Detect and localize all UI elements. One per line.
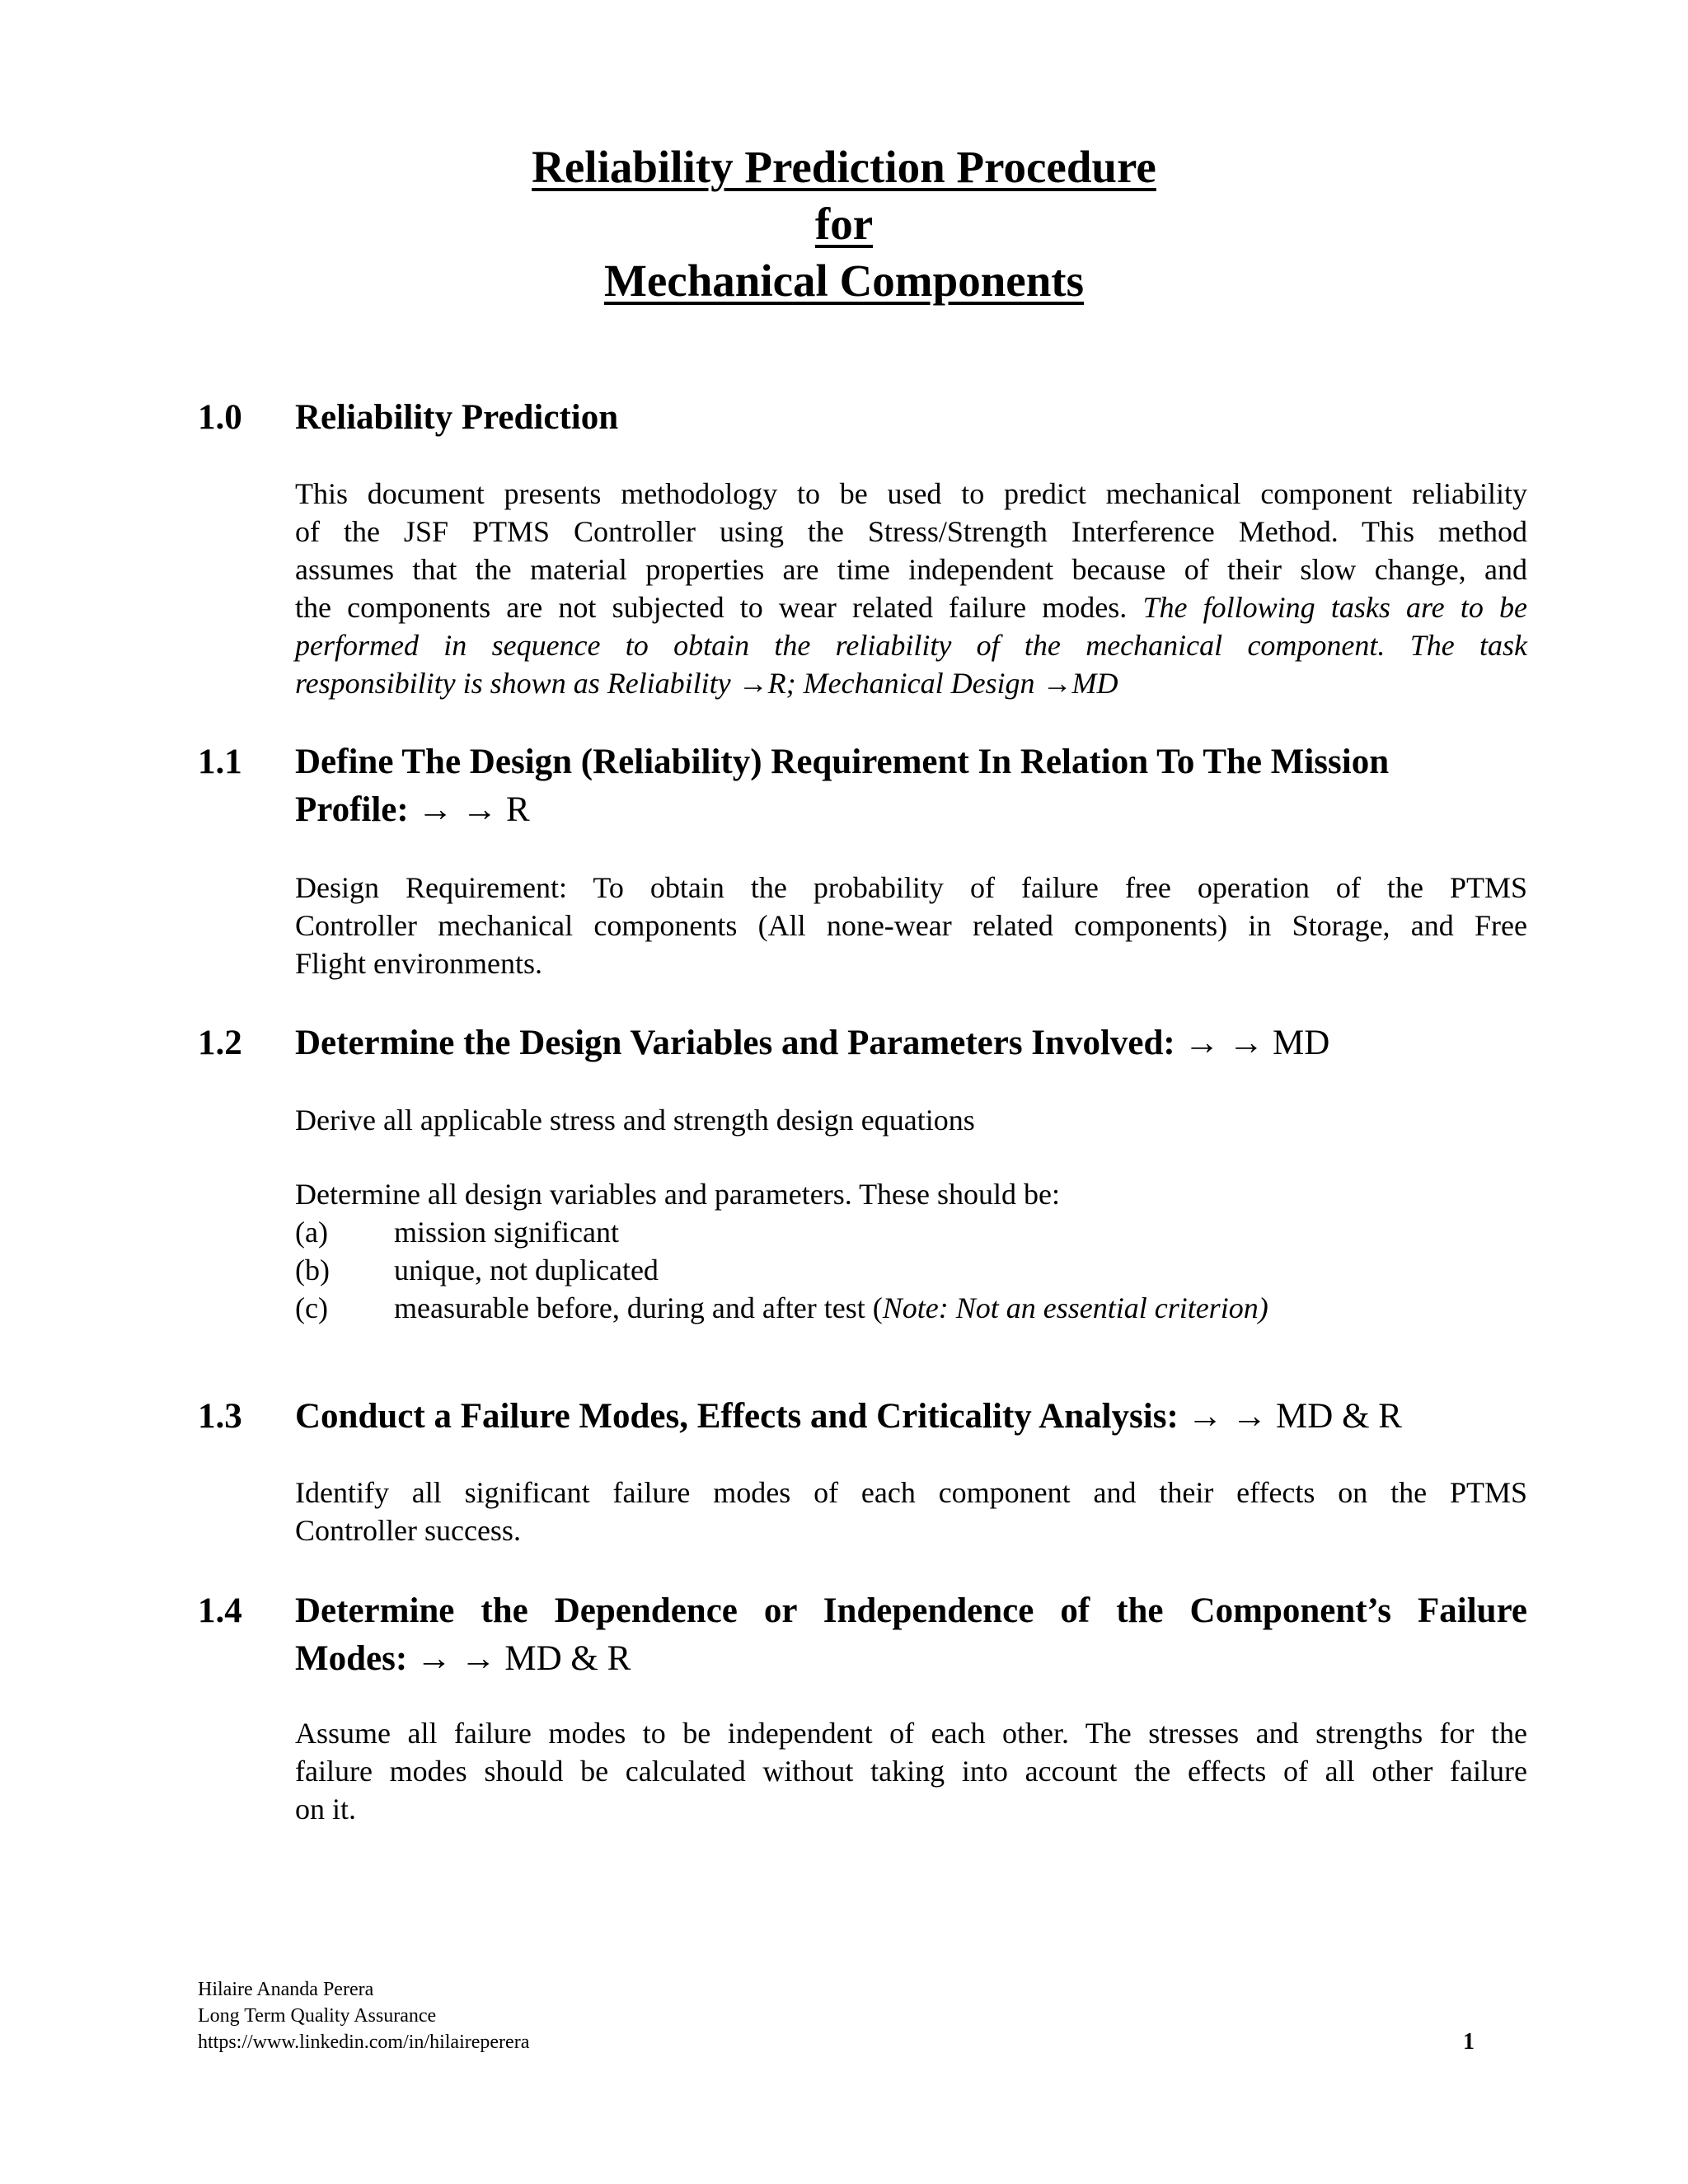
list-item: (c) measurable before, during and after test (Note: Not an essential criterion) <box>295 1291 1268 1324</box>
section-number: 1.2 <box>198 1024 242 1062</box>
note-text: Note: Not an essential criterion) <box>882 1291 1268 1324</box>
responsibility-tag: MD & R <box>1276 1397 1402 1436</box>
section-title: Determine the Design Variables and Parameters Involved: <box>295 1024 1175 1062</box>
footer-author: Hilaire Ananda Perera <box>198 1979 374 2000</box>
arrow-icon: → → <box>415 1639 496 1678</box>
footer-subtitle: Long Term Quality Assurance <box>198 2005 437 2027</box>
section-title: Reliability Prediction <box>295 398 619 437</box>
section-1-2-para-2: Determine all design variables and parameters. These should be: <box>295 1178 1061 1211</box>
section-number: 1.3 <box>198 1397 242 1436</box>
section-title-line-1: Define The Design (Reliability) Requirement In Relation To The Mission <box>295 743 1390 781</box>
list-item: (b) unique, not duplicated <box>295 1254 659 1286</box>
page-footer <box>198 1976 529 2055</box>
arrow-icon: → → <box>417 790 498 829</box>
section-1-1-body: Design Requirement: To obtain the probability of failure free operation of the PTMS Controller mechanical components (All none-wear related components) in Storage, and Free Flight environments. <box>295 871 1527 980</box>
footer-url[interactable]: https://www.linkedin.com/in/hilaireperera <box>198 2032 530 2053</box>
document-title <box>0 138 1688 309</box>
section-number: 1.1 <box>198 743 242 781</box>
responsibility-tag: R <box>505 790 530 829</box>
section-number: 1.0 <box>198 398 242 437</box>
section-1-3-body: Identify all significant failure modes of each component and their effects on the PTMS Controller success. <box>295 1476 1527 1547</box>
list-item: (a) mission significant <box>295 1216 619 1249</box>
title-line-3: Mechanical Components <box>603 255 1085 306</box>
title-line-2: for <box>814 199 874 249</box>
section-1-0-body: This document presents methodology to be used to predict mechanical component reliability of the JSF PTMS Controller using the Stress/Strength Interference Method. This method assumes that the material properties are time independent because of their slow change, and the components are not subjected to wear related failure modes. The following tasks are to be performed in sequence to obtain the reliability of the mechanical component. The task responsibility is shown as Reliability →R; Mechanical Design →MD <box>295 477 1528 700</box>
page-number: 1 <box>1463 2029 1475 2055</box>
section-title-line-1: Determine the Dependence or Independence of the Component’s Failure <box>295 1591 1527 1630</box>
section-1-4-body: Assume all failure modes to be independent of each other. The stresses and strengths for the failure modes should be calculated without taking into account the effects of all other failure on it. <box>295 1717 1527 1825</box>
criteria-list <box>295 1213 1527 1327</box>
section-1-2-para-1: Derive all applicable stress and strength design equations <box>295 1104 975 1137</box>
arrow-icon: → → <box>1184 1024 1264 1062</box>
section-title-line-2: Modes: <box>295 1639 408 1678</box>
section-number: 1.4 <box>198 1591 242 1630</box>
arrow-icon: → → <box>1187 1397 1268 1436</box>
section-title: Conduct a Failure Modes, Effects and Criticality Analysis: <box>295 1397 1179 1436</box>
responsibility-tag: MD <box>1272 1024 1330 1062</box>
section-title-line-2: Profile: <box>295 790 409 829</box>
title-line-1: Reliability Prediction Procedure <box>532 142 1156 192</box>
responsibility-tag: MD & R <box>504 1639 631 1678</box>
